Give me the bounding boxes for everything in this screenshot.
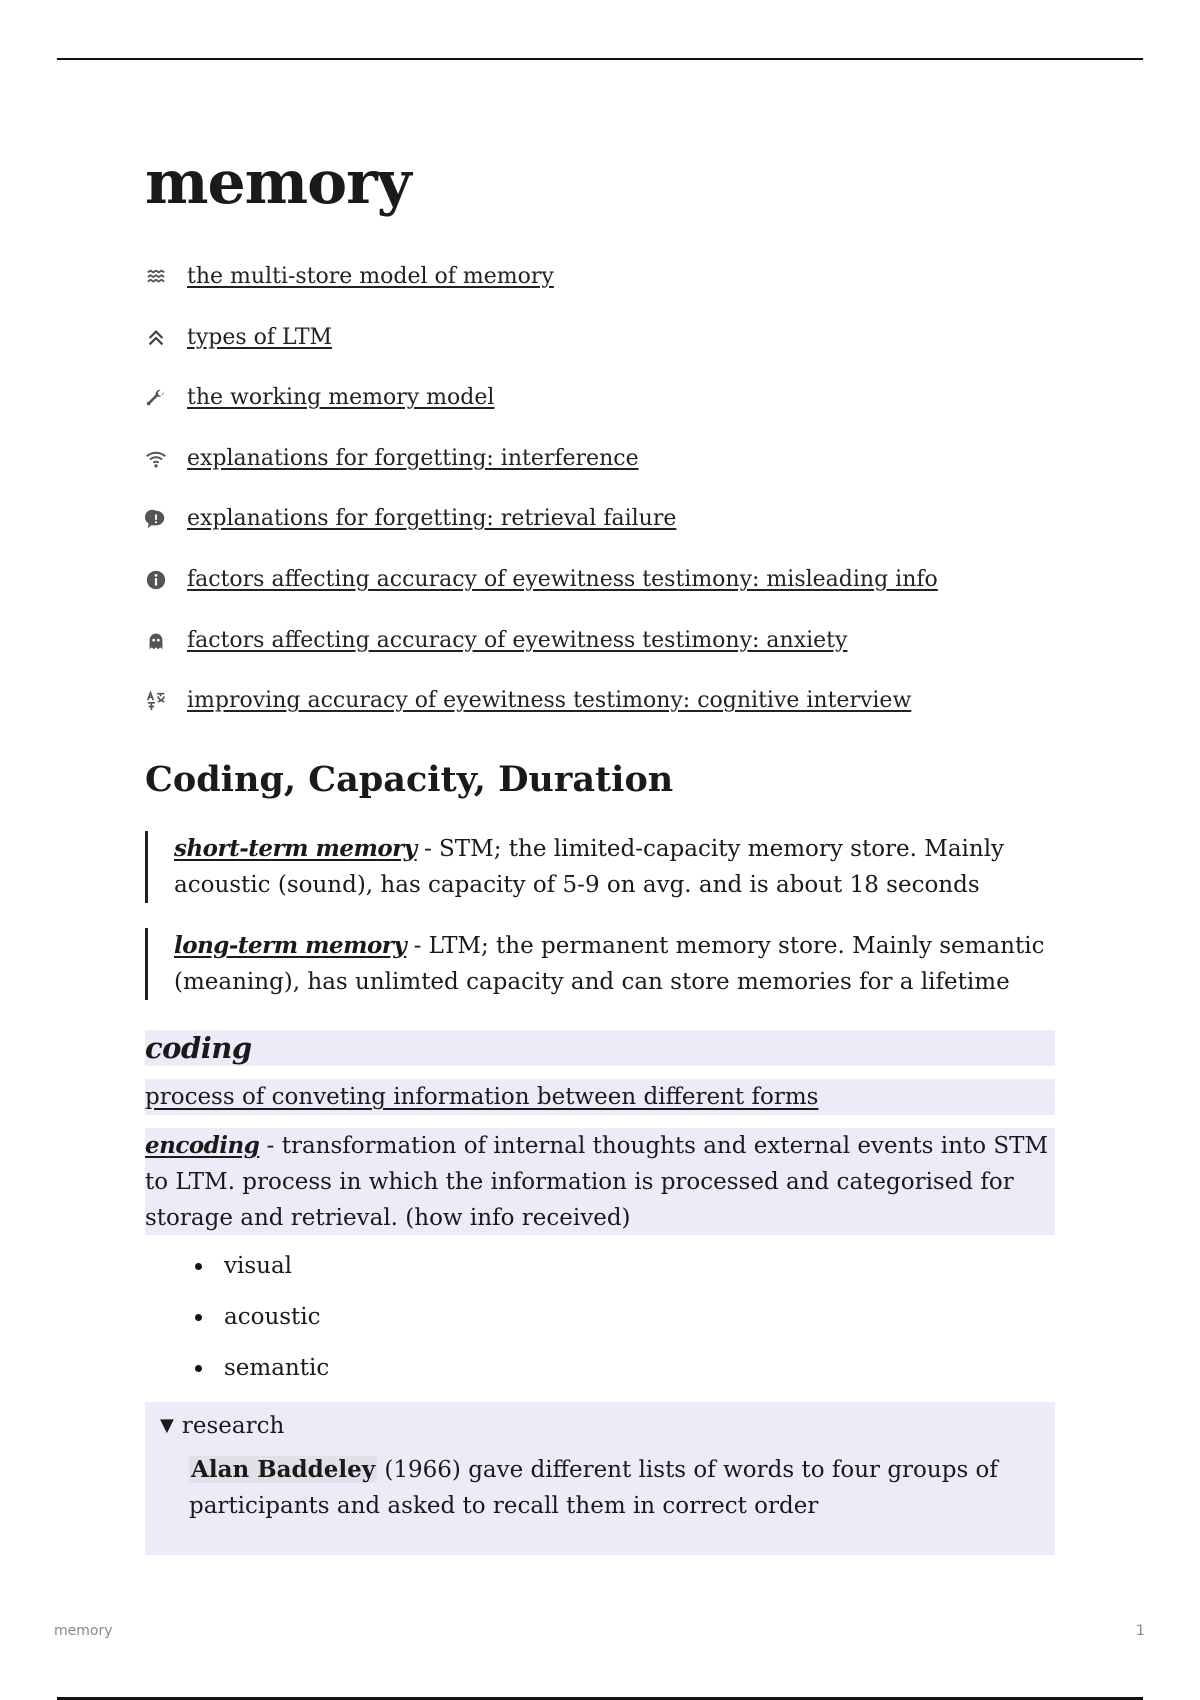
encoding-term: encoding xyxy=(145,1132,260,1159)
research-text xyxy=(189,1452,1049,1524)
ghost-icon xyxy=(145,628,187,654)
research-description: (1966) gave different lists of words to four groups of participants and asked to recall them in correct order xyxy=(189,1457,998,1519)
list-item xyxy=(195,1350,329,1401)
bullet-dot xyxy=(195,1314,202,1321)
alert-bubble-icon xyxy=(145,506,187,532)
stm-quote xyxy=(145,831,1074,903)
section-heading: Coding, Capacity, Duration xyxy=(145,759,674,800)
list-item xyxy=(145,385,938,446)
encoding-block xyxy=(145,1128,1055,1235)
top-rule xyxy=(57,58,1143,60)
stm-term: short-term memory xyxy=(174,835,417,862)
link-anxiety[interactable]: factors affecting accuracy of eyewitness testimony: anxiety xyxy=(187,627,848,653)
link-cognitive-interview[interactable]: improving accuracy of eyewitness testimony: cognitive interview xyxy=(187,688,912,714)
triangle-down-icon[interactable]: ▼ xyxy=(160,1415,174,1436)
list-item xyxy=(145,688,938,749)
bullet-visual: visual xyxy=(224,1253,293,1279)
coding-heading-block xyxy=(145,1030,1055,1066)
page-title: memory xyxy=(145,148,411,218)
link-types-of-ltm[interactable]: types of LTM xyxy=(187,324,333,350)
coding-heading: coding xyxy=(145,1031,252,1065)
link-multi-store-model[interactable]: the multi-store model of memory xyxy=(187,264,554,289)
waves-icon xyxy=(145,264,187,290)
researcher-name: Alan Baddeley xyxy=(191,1456,376,1483)
list-item xyxy=(145,264,938,325)
bullet-acoustic: acoustic xyxy=(224,1304,321,1330)
ltm-definition: - LTM; the permanent memory store. Mainly semantic (meaning), has unlimted capacity and can store memories for a lifetime xyxy=(174,933,1045,995)
subpage-link-list xyxy=(145,264,938,749)
stm-definition: - STM; the limited-capacity memory store. Mainly acoustic (sound), has capacity of 5-9 on avg. and is about 18 seconds xyxy=(174,836,1005,898)
chevrons-up-icon xyxy=(145,325,187,351)
wifi-icon xyxy=(145,446,187,472)
link-interference[interactable]: explanations for forgetting: interference xyxy=(187,445,639,471)
research-toggle-block xyxy=(145,1402,1055,1555)
list-item xyxy=(195,1248,329,1299)
list-item xyxy=(195,1299,329,1350)
wrench-icon xyxy=(145,385,187,411)
bullet-dot xyxy=(195,1263,202,1270)
list-item xyxy=(145,446,938,507)
coding-definition-block xyxy=(145,1079,1055,1115)
bullet-semantic: semantic xyxy=(224,1355,330,1381)
ltm-quote xyxy=(145,928,1074,1000)
list-item xyxy=(145,567,938,628)
list-item xyxy=(145,628,938,689)
list-item xyxy=(145,506,938,567)
encoding-definition: - transformation of internal thoughts and external events into STM to LTM. process in which the information is processed and categorised for storage and retrieval. (how info received) xyxy=(145,1133,1049,1231)
info-icon xyxy=(145,567,187,593)
translate-icon xyxy=(145,688,187,714)
encoding-types-list xyxy=(195,1248,329,1401)
link-working-memory-model[interactable]: the working memory model xyxy=(187,385,495,411)
link-misleading-info[interactable]: factors affecting accuracy of eyewitness testimony: misleading info xyxy=(187,566,938,592)
ltm-term: long-term memory xyxy=(174,932,407,959)
bullet-dot xyxy=(195,1365,202,1372)
research-toggle-label: research xyxy=(181,1413,285,1439)
footer-title: memory xyxy=(54,1623,113,1639)
list-item xyxy=(145,325,938,386)
link-retrieval-failure[interactable]: explanations for forgetting: retrieval failure xyxy=(187,506,677,532)
research-toggle[interactable] xyxy=(160,1408,284,1444)
page-number: 1 xyxy=(1136,1623,1145,1639)
coding-definition: process of conveting information between different forms xyxy=(145,1084,819,1110)
